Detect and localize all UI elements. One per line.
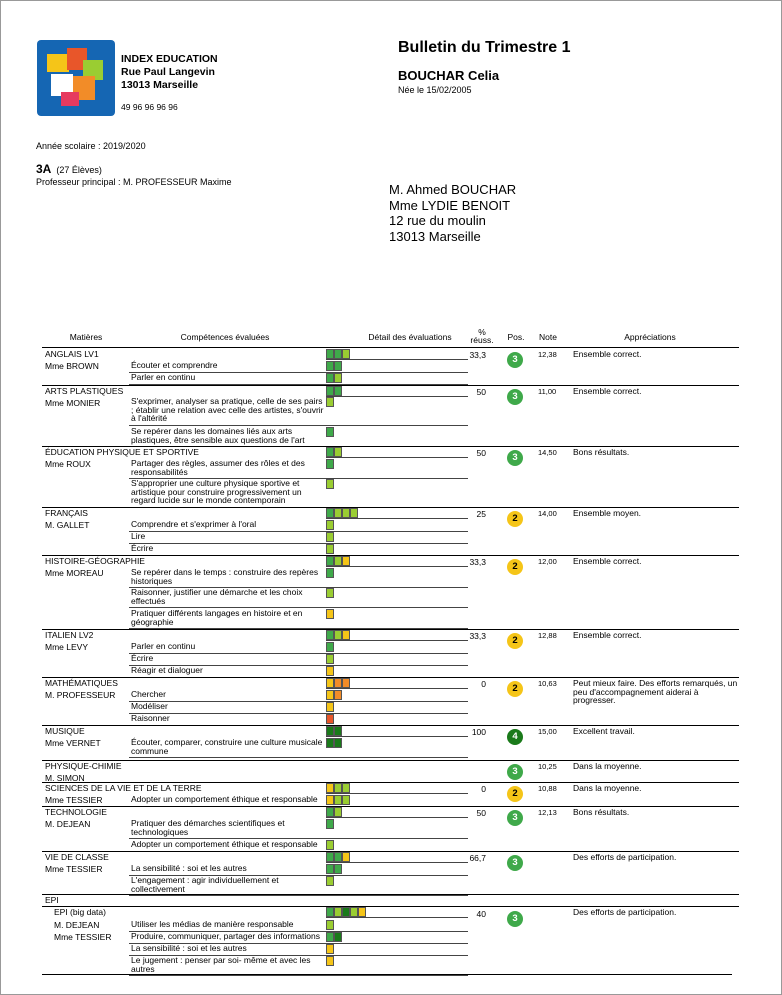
detail-rule xyxy=(326,862,468,863)
subject-note: 12,88 xyxy=(538,631,557,640)
evaluation-square xyxy=(342,556,350,566)
appreciation-text: Ensemble correct. xyxy=(573,349,642,359)
header-competences: Compétences évaluées xyxy=(180,332,270,342)
evaluation-square xyxy=(334,738,342,748)
evaluation-square xyxy=(326,666,334,676)
position-badge: 2 xyxy=(507,633,523,649)
evaluation-square xyxy=(326,609,334,619)
competence-label: S'exprimer, analyser sa pratique, celle de ses pairs ; établir une relation avec celle des artistes, s'ouvrir à l'altérité xyxy=(131,396,324,423)
evaluation-square xyxy=(326,907,334,917)
evaluation-square xyxy=(326,588,334,598)
position-badge: 4 xyxy=(507,729,523,745)
appreciation-text: Excellent travail. xyxy=(573,726,635,736)
detail-rule xyxy=(326,917,468,918)
evaluation-square xyxy=(326,642,334,652)
competence-label: Chercher xyxy=(131,689,166,699)
epi-teacher: Mme TESSIER xyxy=(54,932,112,942)
header-appreciations: Appréciations xyxy=(624,332,676,342)
header-reussite: % réuss. xyxy=(470,327,494,345)
evaluation-square xyxy=(334,795,342,805)
subject-name: FRANÇAIS xyxy=(45,508,88,518)
appreciation-text: Peut mieux faire. Des efforts remarqués, un peu d'accompagnement aiderai à progresser. xyxy=(573,678,738,705)
evaluation-square xyxy=(334,932,342,942)
competence-label: Utiliser les médias de manière responsable xyxy=(131,919,294,929)
evaluation-square xyxy=(326,654,334,664)
competence-rule xyxy=(129,895,468,896)
evaluation-square xyxy=(326,783,334,793)
evaluation-square xyxy=(334,556,342,566)
competence-label: Raisonner, justifier une démarche et les choix effectués xyxy=(131,587,303,606)
competence-label: Partager des règles, assumer des rôles et des responsabilités xyxy=(131,458,305,477)
position-badge: 2 xyxy=(507,786,523,802)
evaluation-square xyxy=(326,373,334,383)
subject-note: 10,63 xyxy=(538,679,557,688)
epi-teacher: M. DEJEAN xyxy=(54,920,100,930)
evaluation-square xyxy=(326,544,334,554)
student-birth: Née le 15/02/2005 xyxy=(398,85,472,95)
subject-note: 10,88 xyxy=(538,784,557,793)
evaluation-square xyxy=(326,807,334,817)
evaluation-square xyxy=(342,349,350,359)
success-percent: 100 xyxy=(471,727,486,737)
evaluation-square xyxy=(326,714,334,724)
subject-name: ITALIEN LV2 xyxy=(45,630,94,640)
position-badge: 3 xyxy=(507,450,523,466)
subject-name: MUSIQUE xyxy=(45,726,85,736)
detail-rule xyxy=(326,518,468,519)
subject-note: 12,00 xyxy=(538,557,557,566)
subject-name: PHYSIQUE-CHIMIE xyxy=(45,761,122,771)
evaluation-square xyxy=(326,852,334,862)
position-badge: 3 xyxy=(507,855,523,871)
evaluation-square xyxy=(334,852,342,862)
competence-label: Lire xyxy=(131,531,146,541)
competence-label: Écouter et comprendre xyxy=(131,360,218,370)
competence-label: Le jugement : penser par soi- même et avec les autres xyxy=(131,955,311,974)
position-badge: 3 xyxy=(507,764,523,780)
position-badge: 3 xyxy=(507,352,523,368)
evaluation-square xyxy=(326,479,334,489)
subject-note: 10,25 xyxy=(538,762,557,771)
evaluation-square xyxy=(342,852,350,862)
appreciation-text: Ensemble moyen. xyxy=(573,508,642,518)
detail-rule xyxy=(326,688,468,689)
school-phone: 49 96 96 96 96 xyxy=(121,102,178,112)
position-badge: 3 xyxy=(507,810,523,826)
address-line: Mme LYDIE BENOIT xyxy=(389,197,511,213)
school-logo xyxy=(37,40,115,116)
evaluation-square xyxy=(342,630,350,640)
competence-label: Se repérer dans les domaines liés aux arts plastiques, être sensible aux questions de l'art xyxy=(131,426,305,445)
subject-teacher: Mme MONIER xyxy=(45,398,101,408)
evaluation-square xyxy=(350,907,358,917)
subject-name: TECHNOLOGIE xyxy=(45,807,107,817)
competence-label: Écrire xyxy=(131,543,154,553)
header-pos: Pos. xyxy=(507,332,525,342)
evaluation-square xyxy=(326,726,334,736)
principal-teacher: Professeur principal : M. PROFESSEUR Maxime xyxy=(36,177,232,187)
evaluation-square xyxy=(326,447,334,457)
competence-label: Raisonner xyxy=(131,713,170,723)
evaluation-square xyxy=(326,349,334,359)
appreciation-text: Ensemble correct. xyxy=(573,630,642,640)
subject-note: 15,00 xyxy=(538,727,557,736)
competence-label: La sensibilité : soi et les autres xyxy=(131,943,247,953)
subject-name: ARTS PLASTIQUES xyxy=(45,386,124,396)
competence-label: Comprendre et s'exprimer à l'oral xyxy=(131,519,257,529)
appreciation-text: Ensemble correct. xyxy=(573,386,642,396)
evaluation-square xyxy=(326,956,334,966)
evaluation-square xyxy=(342,508,350,518)
subject-name: ÉDUCATION PHYSIQUE ET SPORTIVE xyxy=(45,447,199,457)
evaluation-square xyxy=(334,690,342,700)
evaluation-square xyxy=(326,556,334,566)
detail-rule xyxy=(326,396,468,397)
success-percent: 25 xyxy=(476,509,486,519)
competence-label: Pratiquer différents langages en histoire et en géographie xyxy=(131,608,303,627)
evaluation-square xyxy=(326,690,334,700)
position-badge: 2 xyxy=(507,681,523,697)
appreciation-text: Dans la moyenne. xyxy=(573,783,642,793)
competence-label: Se repérer dans le temps : construire des repères historiques xyxy=(131,567,319,586)
appreciation-text: Bons résultats. xyxy=(573,447,630,457)
detail-rule xyxy=(326,457,468,458)
evaluation-square xyxy=(342,783,350,793)
evaluation-square xyxy=(334,726,342,736)
subject-teacher: M. SIMON xyxy=(45,773,85,783)
evaluation-square xyxy=(334,349,342,359)
appreciation-text: Des efforts de participation. xyxy=(573,907,677,917)
bulletin-title: Bulletin du Trimestre 1 xyxy=(398,39,571,56)
school-year: Année scolaire : 2019/2020 xyxy=(36,141,146,151)
subject-teacher: M. PROFESSEUR xyxy=(45,690,116,700)
position-badge: 2 xyxy=(507,511,523,527)
subject-note: 12,38 xyxy=(538,350,557,359)
row-rule xyxy=(42,806,739,807)
evaluation-square xyxy=(326,738,334,748)
subject-name: ANGLAIS LV1 xyxy=(45,349,99,359)
evaluation-square xyxy=(326,459,334,469)
evaluation-square xyxy=(342,907,350,917)
competence-label: Réagir et dialoguer xyxy=(131,665,203,675)
header-rule xyxy=(42,347,739,348)
success-percent: 66,7 xyxy=(469,853,486,863)
subject-name: VIE DE CLASSE xyxy=(45,852,109,862)
success-percent: 50 xyxy=(476,387,486,397)
evaluation-square xyxy=(326,386,334,396)
competence-label: Écrire xyxy=(131,653,154,663)
competence-label: Produire, communiquer, partager des informations xyxy=(131,931,320,941)
address-line: M. Ahmed BOUCHAR xyxy=(389,182,517,197)
evaluation-square xyxy=(326,361,334,371)
competence-rule xyxy=(129,975,468,976)
competence-label: Adopter un comportement éthique et responsable xyxy=(131,839,318,849)
detail-rule xyxy=(326,793,468,794)
table-bottom-rule xyxy=(42,974,732,975)
epi-label: EPI xyxy=(45,895,59,905)
evaluation-square xyxy=(334,386,342,396)
row-rule xyxy=(42,894,739,895)
position-badge: 3 xyxy=(507,911,523,927)
recipient-address xyxy=(389,182,516,244)
school-city: 13013 Marseille xyxy=(121,79,199,91)
success-percent: 33,3 xyxy=(469,350,486,360)
subject-teacher: Mme LEVY xyxy=(45,642,88,652)
subject-note: 12,13 xyxy=(538,808,557,817)
subject-teacher: Mme TESSIER xyxy=(45,795,103,805)
evaluation-square xyxy=(334,630,342,640)
evaluation-square xyxy=(326,568,334,578)
epi-subject: EPI (big data) xyxy=(54,907,106,917)
evaluation-square xyxy=(334,508,342,518)
subject-name: HISTOIRE-GÉOGRAPHIE xyxy=(45,556,145,566)
evaluation-square xyxy=(334,678,342,688)
subject-teacher: M. GALLET xyxy=(45,520,90,530)
subject-teacher: Mme TESSIER xyxy=(45,864,103,874)
competence-rule xyxy=(129,757,468,758)
success-percent: 50 xyxy=(476,448,486,458)
detail-rule xyxy=(326,566,468,567)
evaluation-square xyxy=(326,920,334,930)
evaluation-square xyxy=(334,361,342,371)
appreciation-text: Bons résultats. xyxy=(573,807,630,817)
evaluation-square xyxy=(326,876,334,886)
evaluation-square xyxy=(326,678,334,688)
competence-label: La sensibilité : soi et les autres xyxy=(131,863,247,873)
competence-label: Parler en continu xyxy=(131,372,196,382)
evaluation-square xyxy=(326,630,334,640)
class-name: 3A xyxy=(36,162,52,176)
appreciation-text: Des efforts de participation. xyxy=(573,852,677,862)
detail-rule xyxy=(326,640,468,641)
success-percent: 33,3 xyxy=(469,557,486,567)
evaluation-square xyxy=(358,907,366,917)
header-matieres: Matières xyxy=(69,332,103,342)
evaluation-square xyxy=(326,932,334,942)
evaluation-square xyxy=(342,678,350,688)
appreciation-text: Dans la moyenne. xyxy=(573,761,642,771)
subject-teacher: Mme MOREAU xyxy=(45,568,104,578)
evaluation-square xyxy=(334,807,342,817)
competence-label: Adopter un comportement éthique et responsable xyxy=(131,794,318,804)
evaluation-square xyxy=(326,427,334,437)
competence-label: Pratiquer des démarches scientifiques et technologiques xyxy=(131,818,285,837)
evaluation-square xyxy=(334,907,342,917)
evaluation-square xyxy=(326,864,334,874)
detail-rule xyxy=(326,359,468,360)
evaluation-square xyxy=(326,520,334,530)
evaluation-square xyxy=(326,819,334,829)
evaluation-square xyxy=(334,864,342,874)
success-percent: 0 xyxy=(481,784,486,794)
position-badge: 2 xyxy=(507,559,523,575)
address-line: 13013 Marseille xyxy=(389,228,481,244)
school-name: INDEX EDUCATION xyxy=(121,53,218,65)
evaluation-square xyxy=(326,508,334,518)
competence-label: Écouter, comparer, construire une culture musicale commune xyxy=(131,737,323,756)
success-percent: 0 xyxy=(481,679,486,689)
success-percent: 50 xyxy=(476,808,486,818)
evaluation-square xyxy=(334,783,342,793)
subject-note: 14,00 xyxy=(538,509,557,518)
subject-note: 14,50 xyxy=(538,448,557,457)
subject-name: MATHÉMATIQUES xyxy=(45,678,118,688)
competence-label: L'engagement : agir individuellement et collectivement xyxy=(131,875,279,894)
subject-teacher: Mme ROUX xyxy=(45,459,91,469)
evaluation-square xyxy=(326,702,334,712)
detail-rule xyxy=(326,736,468,737)
subject-teacher: Mme VERNET xyxy=(45,738,101,748)
class-info xyxy=(36,162,102,176)
school-street: Rue Paul Langevin xyxy=(121,66,215,78)
evaluation-square xyxy=(342,795,350,805)
evaluation-square xyxy=(350,508,358,518)
student-name: BOUCHAR Celia xyxy=(398,68,500,83)
header-note: Note xyxy=(539,332,557,342)
class-count: (27 Élèves) xyxy=(56,165,102,175)
evaluation-square xyxy=(326,532,334,542)
competence-label: S'approprier une culture physique sportive et artistique pour construire progressivement un regard lucide sur le monde contemporain xyxy=(131,478,302,505)
evaluation-square xyxy=(326,944,334,954)
evaluation-square xyxy=(334,373,342,383)
evaluation-square xyxy=(326,795,334,805)
evaluation-square xyxy=(326,397,334,407)
school-info xyxy=(121,53,218,92)
competence-label: Modéliser xyxy=(131,701,168,711)
subject-note: 11,00 xyxy=(538,387,557,396)
detail-rule xyxy=(326,817,468,818)
header-detail: Détail des évaluations xyxy=(368,332,452,342)
subject-name: SCIENCES DE LA VIE ET DE LA TERRE xyxy=(45,783,202,793)
subject-teacher: Mme BROWN xyxy=(45,361,99,371)
evaluation-square xyxy=(334,447,342,457)
competence-label: Parler en continu xyxy=(131,641,196,651)
address-line: 12 rue du moulin xyxy=(389,213,486,228)
success-percent: 40 xyxy=(476,909,486,919)
subject-teacher: M. DEJEAN xyxy=(45,819,91,829)
position-badge: 3 xyxy=(507,389,523,405)
appreciation-text: Ensemble correct. xyxy=(573,556,642,566)
evaluation-square xyxy=(326,840,334,850)
success-percent: 33,3 xyxy=(469,631,486,641)
